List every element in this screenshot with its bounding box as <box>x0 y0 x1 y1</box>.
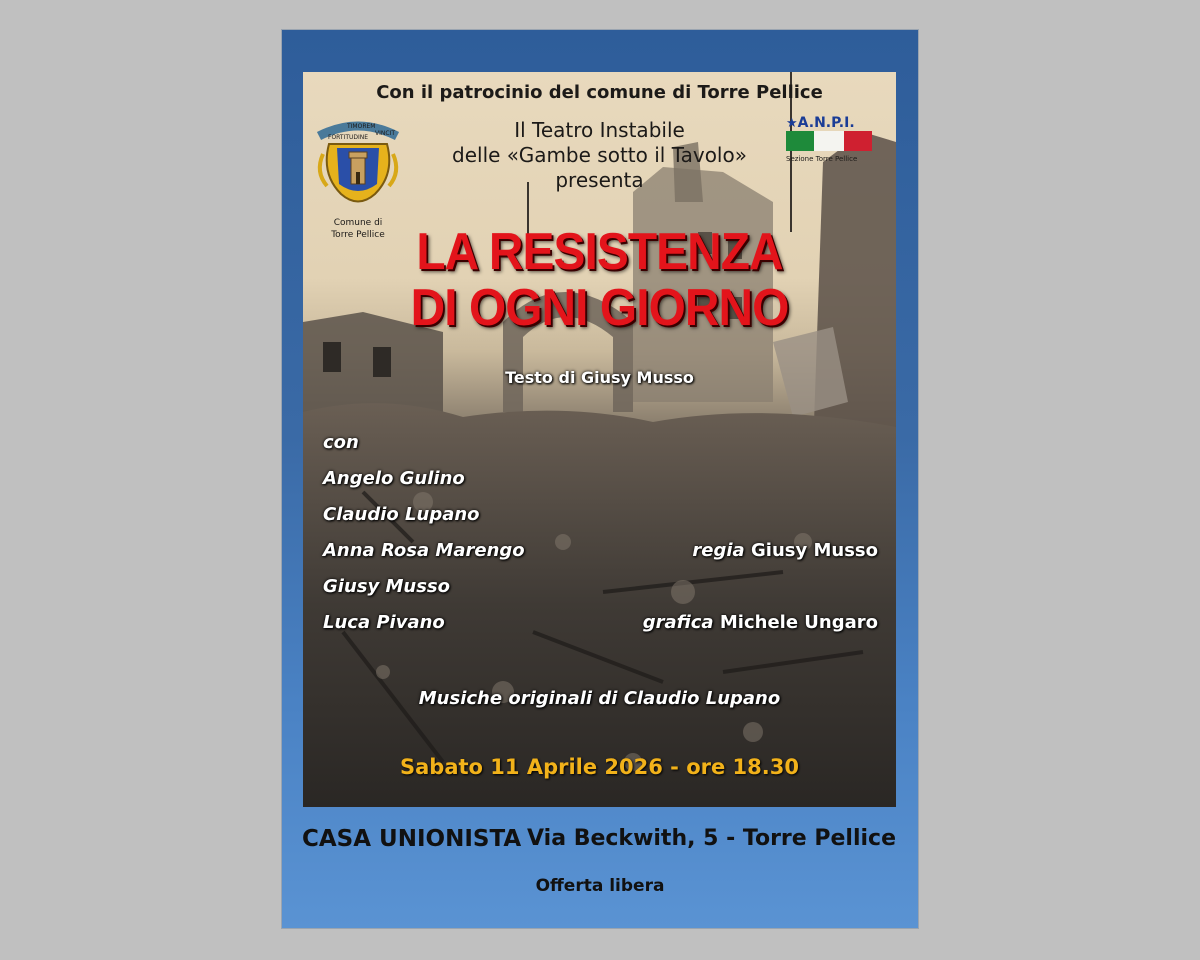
presenter-line1: Il Teatro Instabile <box>514 118 685 142</box>
event-date: Sabato 11 Aprile 2026 - ore 18.30 <box>400 755 799 779</box>
offer-text: Offerta libera <box>535 876 665 896</box>
cast-member: Luca Pivano <box>323 612 445 633</box>
cast-member: Claudio Lupano <box>323 504 480 525</box>
direction-credit <box>692 540 878 561</box>
crest-caption-line2: Torre Pellice <box>331 230 385 240</box>
presenter-line2: delle «Gambe sotto il Tavolo» <box>452 143 747 167</box>
cast-intro: con <box>323 432 359 453</box>
graphics-credit <box>643 612 878 633</box>
anpi-section: Sezione Torre Pellice <box>786 155 858 163</box>
graphics-name: Michele Ungaro <box>719 612 878 633</box>
venue-address: Via Beckwith, 5 - Torre Pellice <box>527 826 896 851</box>
anpi-name: A.N.P.I. <box>797 115 855 131</box>
direction-role: regia <box>692 540 745 561</box>
music-credit: Musiche originali di Claudio Lupano <box>418 688 781 709</box>
crest-motto-right: VINCIT <box>375 130 395 137</box>
patronage-text: Con il patrocinio del comune di Torre Pellice <box>376 82 823 103</box>
crest-caption-line1: Comune di <box>333 218 383 228</box>
cast-member: Giusy Musso <box>323 576 450 597</box>
show-title-line2: DI OGNI GIORNO <box>410 279 789 337</box>
crest-motto-left: FORTITUDINE <box>328 134 369 141</box>
event-poster <box>282 30 918 928</box>
author-credit: Testo di Giusy Musso <box>505 368 694 387</box>
presenter-line3: presenta <box>555 168 644 192</box>
show-title-line1: LA RESISTENZA <box>416 223 783 281</box>
ruins-photo <box>303 72 896 807</box>
direction-name: Giusy Musso <box>751 540 878 561</box>
venue-name: CASA UNIONISTA <box>302 826 522 852</box>
crest-motto-center: TIMOREM <box>347 123 376 130</box>
cast-member: Angelo Gulino <box>323 468 465 489</box>
graphics-role: grafica <box>642 612 714 633</box>
star-icon: ★ <box>786 116 798 131</box>
cast-member: Anna Rosa Marengo <box>323 540 525 561</box>
